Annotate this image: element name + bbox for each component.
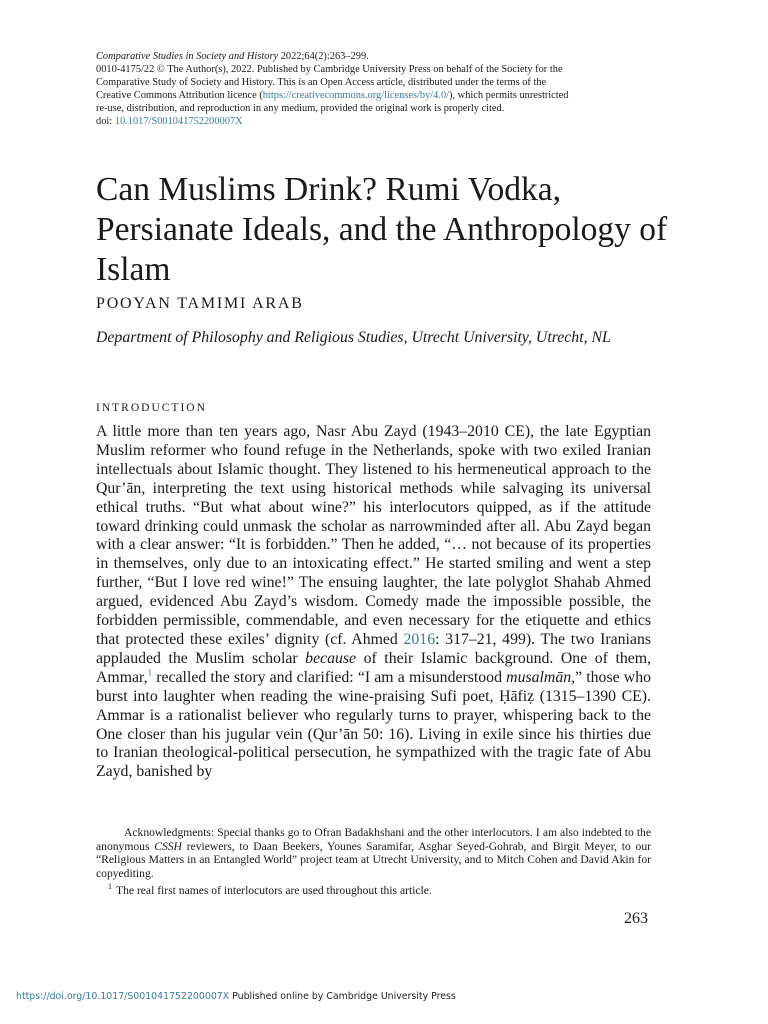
footnote-number: 1 (108, 882, 112, 891)
license-line-4: re-use, distribution, and reproduction in any medium, provided the original work is properly cited. (96, 103, 505, 114)
acknowledgments (96, 826, 651, 880)
text-run: reviewers, to Daan Beekers, Younes Saramifar, Asghar Seyed-Gohrab, and Birgit Meyer, to our “Religious Matters in an Entangled World” project team at Utrecht University, and to Mitch Cohen and David Akin for copyediting. (96, 839, 651, 880)
section-heading: INTRODUCTION (96, 402, 207, 414)
page-number: 263 (624, 910, 648, 927)
footnotes (96, 826, 651, 897)
journal-citation (96, 50, 656, 63)
doi-line (96, 115, 656, 128)
body-text (96, 423, 651, 782)
license-line-2: Comparative Study of Society and History. This is an Open Access article, distributed under the terms of the (96, 77, 547, 88)
footnote-text: The real first names of interlocutors are used throughout this article. (116, 883, 432, 897)
emphasis: musalmān (506, 668, 572, 686)
text-run: : 317–21, 499). The two Iranians applauded the Muslim scholar (96, 630, 651, 667)
text-run: of their Islamic background. One of them, Ammar, (96, 649, 651, 686)
citation: 2022;64(2):263–299. (280, 51, 369, 62)
footer-doi-link[interactable]: https://doi.org/10.1017/S001041752200007X (16, 991, 230, 1002)
citation-link[interactable]: 2016 (403, 630, 436, 648)
license-line-1: 0010-4175/22 © The Author(s), 2022. Published by Cambridge University Press on behalf of the Society for the (96, 64, 563, 75)
emphasis: because (305, 649, 357, 667)
footer-text: Published online by Cambridge University Press (229, 991, 456, 1002)
emphasis: CSSH (154, 839, 182, 853)
footnote-ref[interactable]: 1 (147, 667, 153, 678)
text-run: Acknowledgments: Special thanks go to Ofran Badakhshani and the other interlocutors. I am also indebted to the anonymous (96, 826, 651, 853)
author-affiliation: Department of Philosophy and Religious Studies, Utrecht University, Utrecht, NL (96, 329, 611, 346)
page-footer (16, 991, 456, 1002)
doi-label: doi: (96, 116, 113, 127)
doi-link[interactable]: 10.1017/S001041752200007X (114, 116, 243, 127)
author-name: POOYAN TAMIMI ARAB (96, 295, 304, 312)
license-text: Creative Commons Attribution licence ( (96, 90, 263, 101)
article-title: Can Muslims Drink? Rumi Vodka, Persianate Ideals, and the Anthropology of Islam (96, 171, 668, 288)
article-metadata (96, 50, 656, 128)
footnote-1 (96, 880, 651, 897)
paragraph (96, 423, 651, 782)
license-line-3 (96, 89, 656, 102)
license-text-end: ), which permits unrestricted (449, 90, 569, 101)
license-link[interactable]: https://creativecommons.org/licenses/by/4.0/ (262, 90, 450, 101)
text-run: recalled the story and clarified: “I am a misunderstood (152, 668, 507, 686)
journal-name: Comparative Studies in Society and History (96, 51, 279, 62)
text-run: A little more than ten years ago, Nasr Abu Zayd (1943–2010 CE), the late Egyptian Muslim reformer who found refuge in the Netherlands, spoke with two exiled Iranian intellectuals about Islamic thought. They listened to his hermeneutical approach to the Qur’ān, interpreting the text using historical methods while salvaging its universal ethical truths. “But what about wine?” his interlocutors quipped, as if the attitude toward drinking could unmask the scholar as narrowminded after all. Abu Zayd began with a clear answer: “It is forbidden.” Then he added, “… not because of its properties in themselves, only due to an intoxicating effect.” He started smiling and went a step further, “But I love red wine!” The ensuing laughter, the late polyglot Shahab Ahmed argued, evidenced Abu Zayd’s wisdom. Comedy made the impossible possible, the forbidden permissible, commendable, and even necessary for the etiquette and ethics that protected these exiles’ dignity (cf. Ahmed (96, 423, 651, 648)
text-run: ,” those who burst into laughter when reading the wine-praising Sufi poet, Ḥāfiẓ (1315–1390 CE). Ammar is a rationalist believer who regularly turns to prayer, whispering back to the One closer than his jugular vein (Qur’ān 50: 16). Living in exile since his thirties due to Iranian theological-political persecution, he sympathized with the tragic fate of Abu Zayd, banished by (96, 668, 651, 781)
